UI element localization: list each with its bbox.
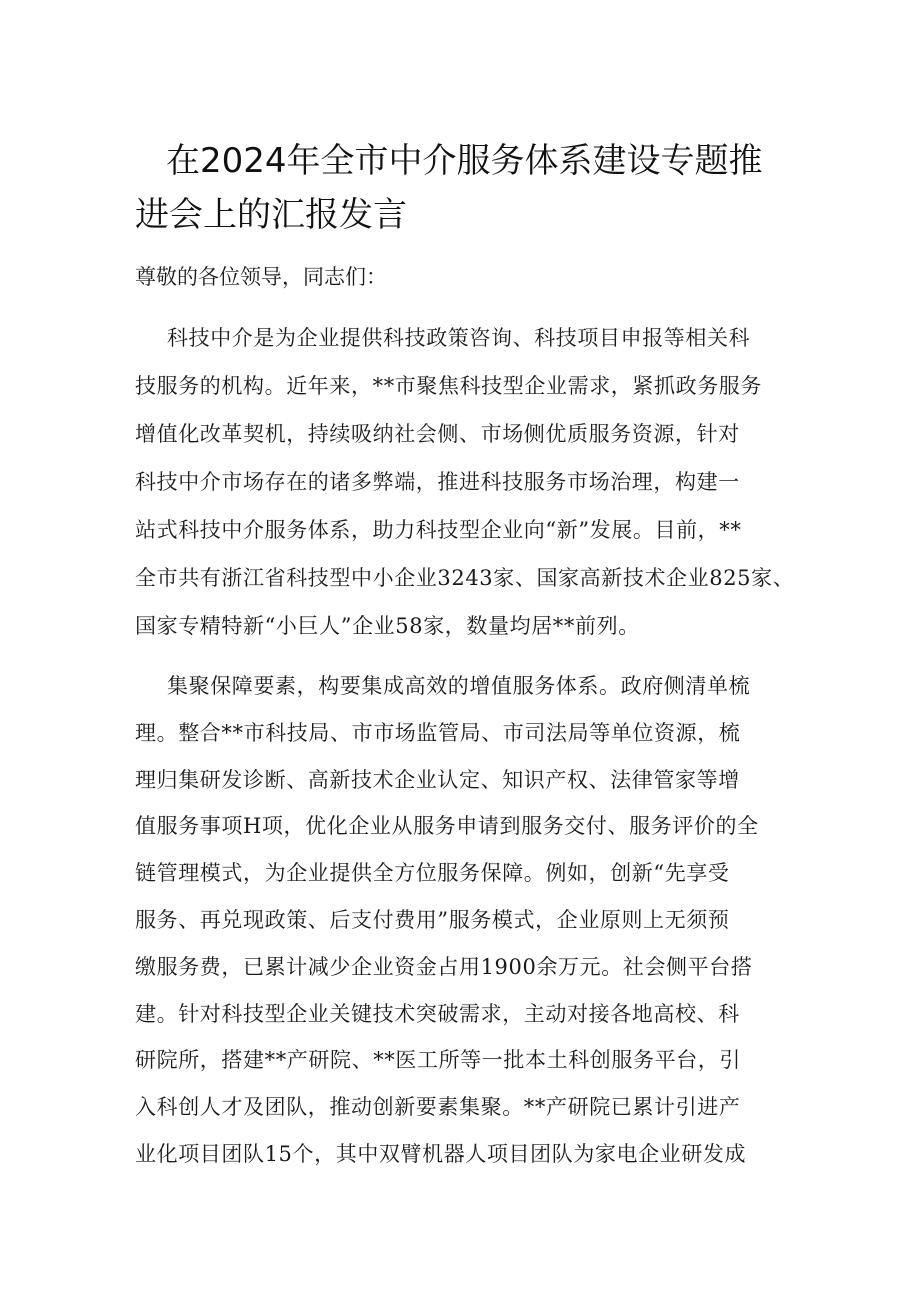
- paragraph-line: 增值化改革契机，持续吸纳社会侧、市场侧优质服务资源，针对: [135, 422, 740, 446]
- paragraph-line: 国家专精特新“小巨人”企业58家，数量均居**前列。: [135, 614, 640, 638]
- document-title-line-1: 在2024年全市中介服务体系建设专题推: [166, 141, 763, 181]
- paragraph-line: 全市共有浙江省科技型中小企业3243家、国家高新技术企业825家、: [135, 566, 795, 590]
- document-title-line-2: 进会上的汇报发言: [135, 195, 407, 235]
- paragraph-line: 入科创人才及团队，推动创新要素集聚。**产研院已累计引进产: [135, 1095, 741, 1120]
- paragraph-1: [135, 314, 795, 650]
- paragraph-line: 站式科技中介服务体系，助力科技型企业向“新”发展。目前，**: [135, 518, 742, 542]
- paragraph-line: 业化项目团队15个，其中双臂机器人项目团队为家电企业研发成: [135, 1141, 747, 1166]
- paragraph-line: 值服务事项H项，优化企业从服务申请到服务交付、服务评价的全: [135, 814, 759, 839]
- paragraph-line: 缴服务费，已累计减少企业资金占用1900余万元。社会侧平台搭: [135, 954, 753, 979]
- paragraph-line: 链管理模式，为企业提供全方位服务保障。例如，创新“先享受: [135, 861, 730, 886]
- paragraph-2: [135, 663, 795, 1178]
- paragraph-line: 理。整合**市科技局、市市场监管局、市司法局等单位资源，梳: [135, 720, 741, 745]
- paragraph-line: 科技中介是为企业提供科技政策咨询、科技项目申报等相关科: [167, 326, 751, 350]
- paragraph-line: 研院所，搭建**产研院、**医工所等一批本土科创服务平台，引: [135, 1048, 741, 1073]
- salutation: 尊敬的各位领导，同志们：: [135, 265, 387, 289]
- paragraph-line: 技服务的机构。近年来，**市聚焦科技型企业需求，紧抓政务服务: [135, 374, 762, 398]
- paragraph-line: 科技中介市场存在的诸多弊端，推进科技服务市场治理，构建一: [135, 470, 740, 494]
- paragraph-line: 建。针对科技型企业关键技术突破需求，主动对接各地高校、科: [135, 1001, 740, 1026]
- paragraph-line: 集聚保障要素，构要集成高效的增值服务体系。政府侧清单梳: [167, 674, 751, 698]
- paragraph-line: 服务、再兑现政策、后支付费用”服务模式，企业原则上无须预: [135, 907, 730, 932]
- paragraph-line: 理归集研发诊断、高新技术企业认定、知识产权、法律管家等增: [135, 767, 740, 792]
